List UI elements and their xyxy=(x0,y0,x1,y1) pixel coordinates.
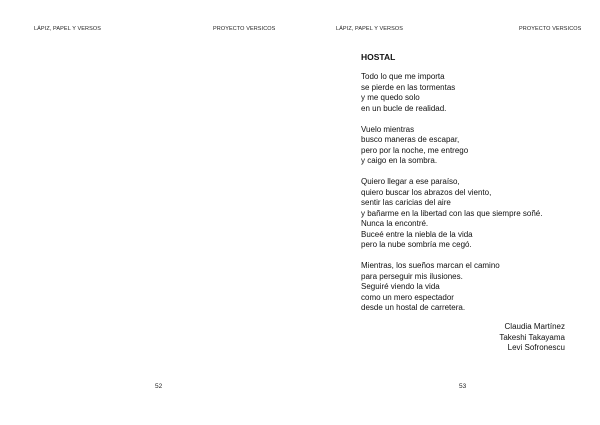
right-page xyxy=(300,0,600,425)
poem-line: se pierde en las tormentas xyxy=(361,82,456,92)
poem-line: pero la nube sombría me cegó. xyxy=(361,240,472,249)
poem-stanza-4 xyxy=(361,261,542,314)
poem-body xyxy=(361,72,542,324)
poem-line: en un bucle de realidad. xyxy=(361,103,447,113)
right-header-project: PROYECTO VERSICOS xyxy=(519,26,582,32)
right-header-book-title: LÁPIZ, PAPEL Y VERSOS xyxy=(336,26,404,32)
poem-title: HOSTAL xyxy=(361,52,396,62)
poem-line: pero por la noche, me entrego xyxy=(361,145,469,155)
right-page-number: 53 xyxy=(459,383,467,390)
poem-line: como un mero espectador xyxy=(361,292,454,302)
poem-stanza-3 xyxy=(361,177,542,251)
poem-line: y bañarme en la libertad con las que siempre soñé. xyxy=(361,208,543,218)
poem-line: Todo lo que me importa xyxy=(361,72,445,81)
poem-authors xyxy=(499,322,565,354)
poem-line: Mientras, los sueños marcan el camino xyxy=(361,261,500,270)
author-name: Levi Sofronescu xyxy=(507,343,565,352)
poem-line: y caigo en la sombra. xyxy=(361,156,438,165)
poem-line: Nunca la encontré. xyxy=(361,219,429,228)
poem-line: Vuelo mientras xyxy=(361,124,415,134)
poem-stanza-1 xyxy=(361,72,542,114)
left-header-project: PROYECTO VERSICOS xyxy=(213,26,276,32)
poem-stanza-2 xyxy=(361,125,542,167)
poem-line: y me quedo solo xyxy=(361,93,420,102)
author-name: Takeshi Takayama xyxy=(499,332,565,342)
poem-line: Buceé entre la niebla de la vida xyxy=(361,229,473,239)
poem-line: para perseguir mis ilusiones. xyxy=(361,271,463,281)
poem-line: sentir las caricias del aire xyxy=(361,198,451,207)
poem-line: quiero buscar los abrazos del viento, xyxy=(361,187,492,197)
left-page-number: 52 xyxy=(155,383,163,390)
left-header-book-title: LÁPIZ, PAPEL Y VERSOS xyxy=(34,26,102,32)
poem-line: busco maneras de escapar, xyxy=(361,135,460,144)
author-name: Claudia Martínez xyxy=(504,322,565,331)
poem-line: Quiero llegar a ese paraíso, xyxy=(361,177,460,186)
poem-line: desde un hostal de carretera. xyxy=(361,303,466,312)
poem-line: Seguiré viendo la vida xyxy=(361,282,440,291)
